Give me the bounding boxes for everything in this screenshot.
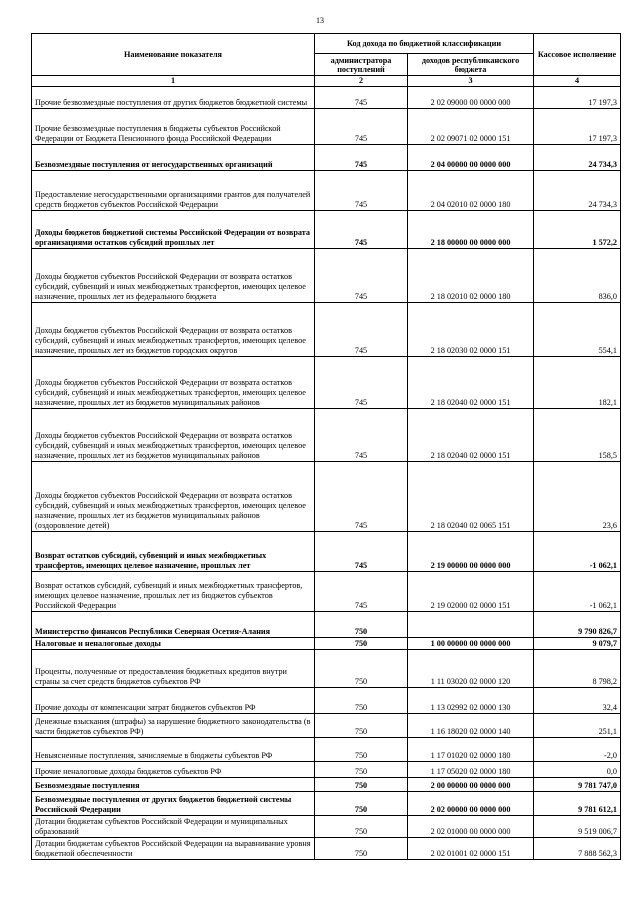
indicator-name-cell: Невыясненные поступления, зачисляемые в бюджеты субъектов РФ xyxy=(32,738,315,762)
page-number: 13 xyxy=(316,16,324,25)
administrator-code-cell: 750 xyxy=(315,816,408,838)
revenue-code-cell: 2 18 02040 02 0000 151 xyxy=(408,409,534,462)
column-index: 3 xyxy=(408,76,534,87)
indicator-name-cell: Доходы бюджетов субъектов Российской Федерации от возврата остатков субсидий, субвенций и иных межбюджетных трансфертов, имеющих целевое назначение, прошлых лет из бюджетов муниципальных районов xyxy=(32,357,315,409)
table-row xyxy=(32,762,621,778)
execution-amount-cell: 251,1 xyxy=(534,714,621,738)
indicator-name-cell: Прочие безвозмездные поступления в бюджеты субъектов Российской Федерации от Бюджета Пенсионного фонда Российской Федерации xyxy=(32,109,315,145)
execution-amount-cell: 9 519 006,7 xyxy=(534,816,621,838)
column-index-row xyxy=(32,76,621,87)
header-republic-revenue: доходов республиканского бюджета xyxy=(408,54,534,76)
column-index: 1 xyxy=(32,76,315,87)
table-row xyxy=(32,816,621,838)
table-row xyxy=(32,109,621,145)
administrator-code-cell: 745 xyxy=(315,357,408,409)
revenue-code-cell: 2 18 02010 02 0000 180 xyxy=(408,249,534,303)
header-code-group: Код дохода по бюджетной классификации xyxy=(315,34,534,54)
indicator-name-cell: Дотации бюджетам субъектов Российской Федерации и муниципальных образований xyxy=(32,816,315,838)
administrator-code-cell: 750 xyxy=(315,650,408,688)
table-row xyxy=(32,303,621,357)
execution-amount-cell: 32,4 xyxy=(534,688,621,714)
table-row xyxy=(32,778,621,792)
execution-amount-cell: 17 197,3 xyxy=(534,87,621,109)
indicator-name-cell: Прочие безвозмездные поступления от других бюджетов бюджетной системы xyxy=(32,87,315,109)
revenue-code-cell: 2 02 01000 00 0000 000 xyxy=(408,816,534,838)
administrator-code-cell: 745 xyxy=(315,409,408,462)
execution-amount-cell: 9 781 612,1 xyxy=(534,792,621,816)
administrator-code-cell: 745 xyxy=(315,145,408,171)
table-row xyxy=(32,171,621,211)
revenue-code-cell: 2 18 02030 02 0000 151 xyxy=(408,303,534,357)
administrator-code-cell: 745 xyxy=(315,211,408,249)
execution-amount-cell: 158,5 xyxy=(534,409,621,462)
administrator-code-cell: 745 xyxy=(315,249,408,303)
administrator-code-cell: 745 xyxy=(315,87,408,109)
table-body xyxy=(32,76,621,860)
execution-amount-cell: 9 781 747,0 xyxy=(534,778,621,792)
table-row xyxy=(32,532,621,572)
administrator-code-cell: 745 xyxy=(315,109,408,145)
execution-amount-cell: -1 062,1 xyxy=(534,532,621,572)
indicator-name-cell: Прочие неналоговые доходы бюджетов субъектов РФ xyxy=(32,762,315,778)
revenue-code-cell: 2 04 02010 02 0000 180 xyxy=(408,171,534,211)
table-row xyxy=(32,714,621,738)
execution-amount-cell: 24 734,3 xyxy=(534,145,621,171)
table-row xyxy=(32,838,621,860)
table-row xyxy=(32,650,621,688)
revenue-code-cell: 2 19 00000 00 0000 000 xyxy=(408,532,534,572)
header-administrator: администратора поступлений xyxy=(315,54,408,76)
indicator-name-cell: Возврат остатков субсидий, субвенций и иных межбюджетных трансфертов, имеющих целевое назначение, прошлых лет из бюджетов субъектов Российской Федерации xyxy=(32,572,315,612)
table-row xyxy=(32,572,621,612)
administrator-code-cell: 750 xyxy=(315,738,408,762)
administrator-code-cell: 750 xyxy=(315,838,408,860)
execution-amount-cell: 554,1 xyxy=(534,303,621,357)
column-index: 2 xyxy=(315,76,408,87)
revenue-code-cell: 2 02 01001 02 0000 151 xyxy=(408,838,534,860)
administrator-code-cell: 750 xyxy=(315,792,408,816)
header-execution: Кассовое исполнение xyxy=(534,34,621,76)
table-row xyxy=(32,462,621,532)
revenue-code-cell: 1 13 02992 02 0000 130 xyxy=(408,688,534,714)
indicator-name-cell: Доходы бюджетов субъектов Российской Федерации от возврата остатков субсидий, субвенций и иных межбюджетных трансфертов, имеющих целевое назначение, прошлых лет из бюджетов муниципальных районов xyxy=(32,409,315,462)
indicator-name-cell: Предоставление негосударственными организациями грантов для получателей средств бюджетов субъектов Российской Федерации xyxy=(32,171,315,211)
indicator-name-cell: Безвозмездные поступления от других бюджетов бюджетной системы Российской Федерации xyxy=(32,792,315,816)
indicator-name-cell: Возврат остатков субсидий, субвенций и иных межбюджетных трансфертов, имеющих целевое назначение, прошлых лет xyxy=(32,532,315,572)
indicator-name-cell: Доходы бюджетов субъектов Российской Федерации от возврата остатков субсидий, субвенций и иных межбюджетных трансфертов, имеющих целевое назначение, прошлых лет из бюджетов муниципальных районов (оздоровление детей) xyxy=(32,462,315,532)
administrator-code-cell: 750 xyxy=(315,714,408,738)
indicator-name-cell: Дотации бюджетам субъектов Российской Федерации на выравнивание уровня бюджетной обеспеченности xyxy=(32,838,315,860)
execution-amount-cell: 17 197,3 xyxy=(534,109,621,145)
execution-amount-cell: 0,0 xyxy=(534,762,621,778)
revenue-code-cell: 2 19 02000 02 0000 151 xyxy=(408,572,534,612)
execution-amount-cell: 9 079,7 xyxy=(534,638,621,650)
administrator-code-cell: 750 xyxy=(315,688,408,714)
administrator-code-cell: 745 xyxy=(315,462,408,532)
administrator-code-cell: 750 xyxy=(315,762,408,778)
revenue-code-cell: 2 02 09000 00 0000 000 xyxy=(408,87,534,109)
administrator-code-cell: 745 xyxy=(315,171,408,211)
table-row xyxy=(32,612,621,638)
table-row xyxy=(32,357,621,409)
administrator-code-cell: 750 xyxy=(315,638,408,650)
execution-amount-cell: -1 062,1 xyxy=(534,572,621,612)
indicator-name-cell: Доходы бюджетов бюджетной системы Российской Федерации от возврата организациями остатков субсидий прошлых лет xyxy=(32,211,315,249)
revenue-code-cell: 2 18 00000 00 0000 000 xyxy=(408,211,534,249)
indicator-name-cell: Прочие доходы от компенсации затрат бюджетов субъектов РФ xyxy=(32,688,315,714)
administrator-code-cell: 745 xyxy=(315,532,408,572)
revenue-code-cell: 2 02 00000 00 0000 000 xyxy=(408,792,534,816)
table-row xyxy=(32,792,621,816)
indicator-name-cell: Доходы бюджетов субъектов Российской Федерации от возврата остатков субсидий, субвенций и иных межбюджетных трансфертов, имеющих целевое назначение, прошлых лет из федерального бюджета xyxy=(32,249,315,303)
execution-amount-cell: 182,1 xyxy=(534,357,621,409)
execution-amount-cell: 7 888 562,3 xyxy=(534,838,621,860)
execution-amount-cell: 9 790 826,7 xyxy=(534,612,621,638)
revenue-code-cell: 2 02 09071 02 0000 151 xyxy=(408,109,534,145)
revenue-code-cell: 1 16 18020 02 0000 140 xyxy=(408,714,534,738)
execution-amount-cell: 24 734,3 xyxy=(534,171,621,211)
revenue-code-cell: 1 00 00000 00 0000 000 xyxy=(408,638,534,650)
administrator-code-cell: 745 xyxy=(315,303,408,357)
table-row xyxy=(32,738,621,762)
indicator-name-cell: Безвозмездные поступления от негосударственных организаций xyxy=(32,145,315,171)
indicator-name-cell: Доходы бюджетов субъектов Российской Федерации от возврата остатков субсидий, субвенций и иных межбюджетных трансфертов, имеющих целевое назначение, прошлых лет из бюджетов городских округов xyxy=(32,303,315,357)
indicator-name-cell: Безвозмездные поступления xyxy=(32,778,315,792)
column-index: 4 xyxy=(534,76,621,87)
revenue-code-cell: 1 17 05020 02 0000 180 xyxy=(408,762,534,778)
execution-amount-cell: 23,6 xyxy=(534,462,621,532)
revenue-code-cell: 1 11 03020 02 0000 120 xyxy=(408,650,534,688)
revenue-code-cell: 1 17 01020 02 0000 180 xyxy=(408,738,534,762)
header-name: Наименование показателя xyxy=(32,34,315,76)
administrator-code-cell: 745 xyxy=(315,572,408,612)
indicator-name-cell: Министерство финансов Республики Северная Осетия-Алания xyxy=(32,612,315,638)
execution-amount-cell: -2,0 xyxy=(534,738,621,762)
table-row xyxy=(32,145,621,171)
revenue-table xyxy=(31,33,621,860)
indicator-name-cell: Денежные взыскания (штрафы) за нарушение бюджетного законодательства (в части бюджетов субъектов РФ) xyxy=(32,714,315,738)
table-row xyxy=(32,211,621,249)
execution-amount-cell: 836,0 xyxy=(534,249,621,303)
indicator-name-cell: Проценты, полученные от предоставления бюджетных кредитов внутри страны за счет средств бюджетов субъектов РФ xyxy=(32,650,315,688)
execution-amount-cell: 8 798,2 xyxy=(534,650,621,688)
table-row xyxy=(32,409,621,462)
table-row xyxy=(32,638,621,650)
administrator-code-cell: 750 xyxy=(315,778,408,792)
table-row xyxy=(32,249,621,303)
administrator-code-cell: 750 xyxy=(315,612,408,638)
revenue-code-cell: 2 00 00000 00 0000 000 xyxy=(408,778,534,792)
revenue-code-cell: 2 04 00000 00 0000 000 xyxy=(408,145,534,171)
revenue-code-cell: 2 18 02040 02 0065 151 xyxy=(408,462,534,532)
table-row xyxy=(32,87,621,109)
revenue-code-cell: 2 18 02040 02 0000 151 xyxy=(408,357,534,409)
revenue-code-cell xyxy=(408,612,534,638)
indicator-name-cell: Налоговые и неналоговые доходы xyxy=(32,638,315,650)
table-row xyxy=(32,688,621,714)
execution-amount-cell: 1 572,2 xyxy=(534,211,621,249)
